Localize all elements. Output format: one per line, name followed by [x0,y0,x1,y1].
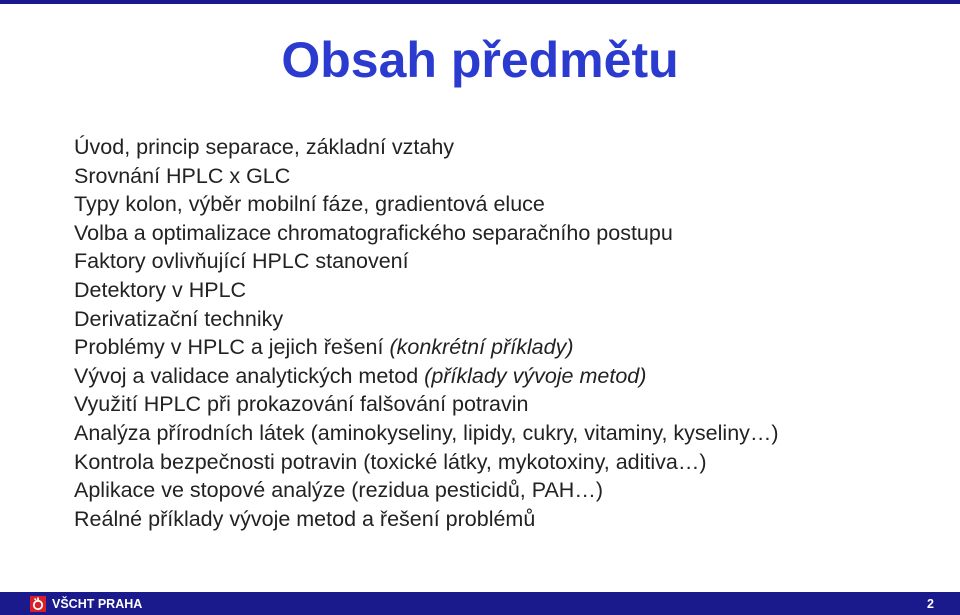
topic-text: Problémy v HPLC a jejich řešení [74,335,390,360]
topic-list [74,133,779,533]
topic-item [74,133,779,162]
topic-item [74,390,779,419]
topic-note: (příklady vývoje metod) [424,363,647,388]
topic-text: Kontrola bezpečnosti potravin (toxické látky, mykotoxiny, aditiva…) [74,449,707,474]
slide-title: Obsah předmětu [281,32,679,88]
topic-text: Faktory ovlivňující HPLC stanovení [74,249,409,274]
topic-item [74,476,779,505]
topic-note: (konkrétní příklady) [389,335,574,360]
topic-text: Úvod, princip separace, základní vztahy [74,135,455,159]
topic-item [74,276,779,305]
topic-text: Aplikace ve stopové analýze (rezidua pesticidů, PAH…) [74,478,603,503]
topic-text: Vývoj a validace analytických metod [74,363,425,388]
topic-text: Volba a optimalizace chromatografického separačního postupu [74,220,673,245]
topic-item [74,333,779,362]
topic-text: Využití HPLC při prokazování falšování potravin [74,392,529,417]
topic-item [74,162,779,191]
top-border-bar [0,0,960,4]
topic-text: Detektory v HPLC [74,277,247,302]
topic-item [74,448,779,477]
topic-item [74,247,779,276]
page-number: 2 [927,597,934,611]
topic-item [74,419,779,448]
topic-text: Analýza přírodních látek (aminokyseliny, lipidy, cukry, vitaminy, kyseliny…) [74,420,779,445]
topic-item [74,190,779,219]
topic-text: Reálné příklady vývoje metod a řešení problémů [74,506,536,531]
topic-item [74,505,779,534]
footer-label: VŠCHT PRAHA [52,597,143,611]
topic-item [74,305,779,334]
vscht-logo-icon [30,596,46,612]
topic-item [74,219,779,248]
topic-text: Srovnání HPLC x GLC [74,163,291,188]
footer-bar [0,592,960,615]
topic-text: Typy kolon, výběr mobilní fáze, gradientová eluce [74,192,545,217]
topic-item [74,362,779,391]
topic-text: Derivatizační techniky [74,306,284,331]
